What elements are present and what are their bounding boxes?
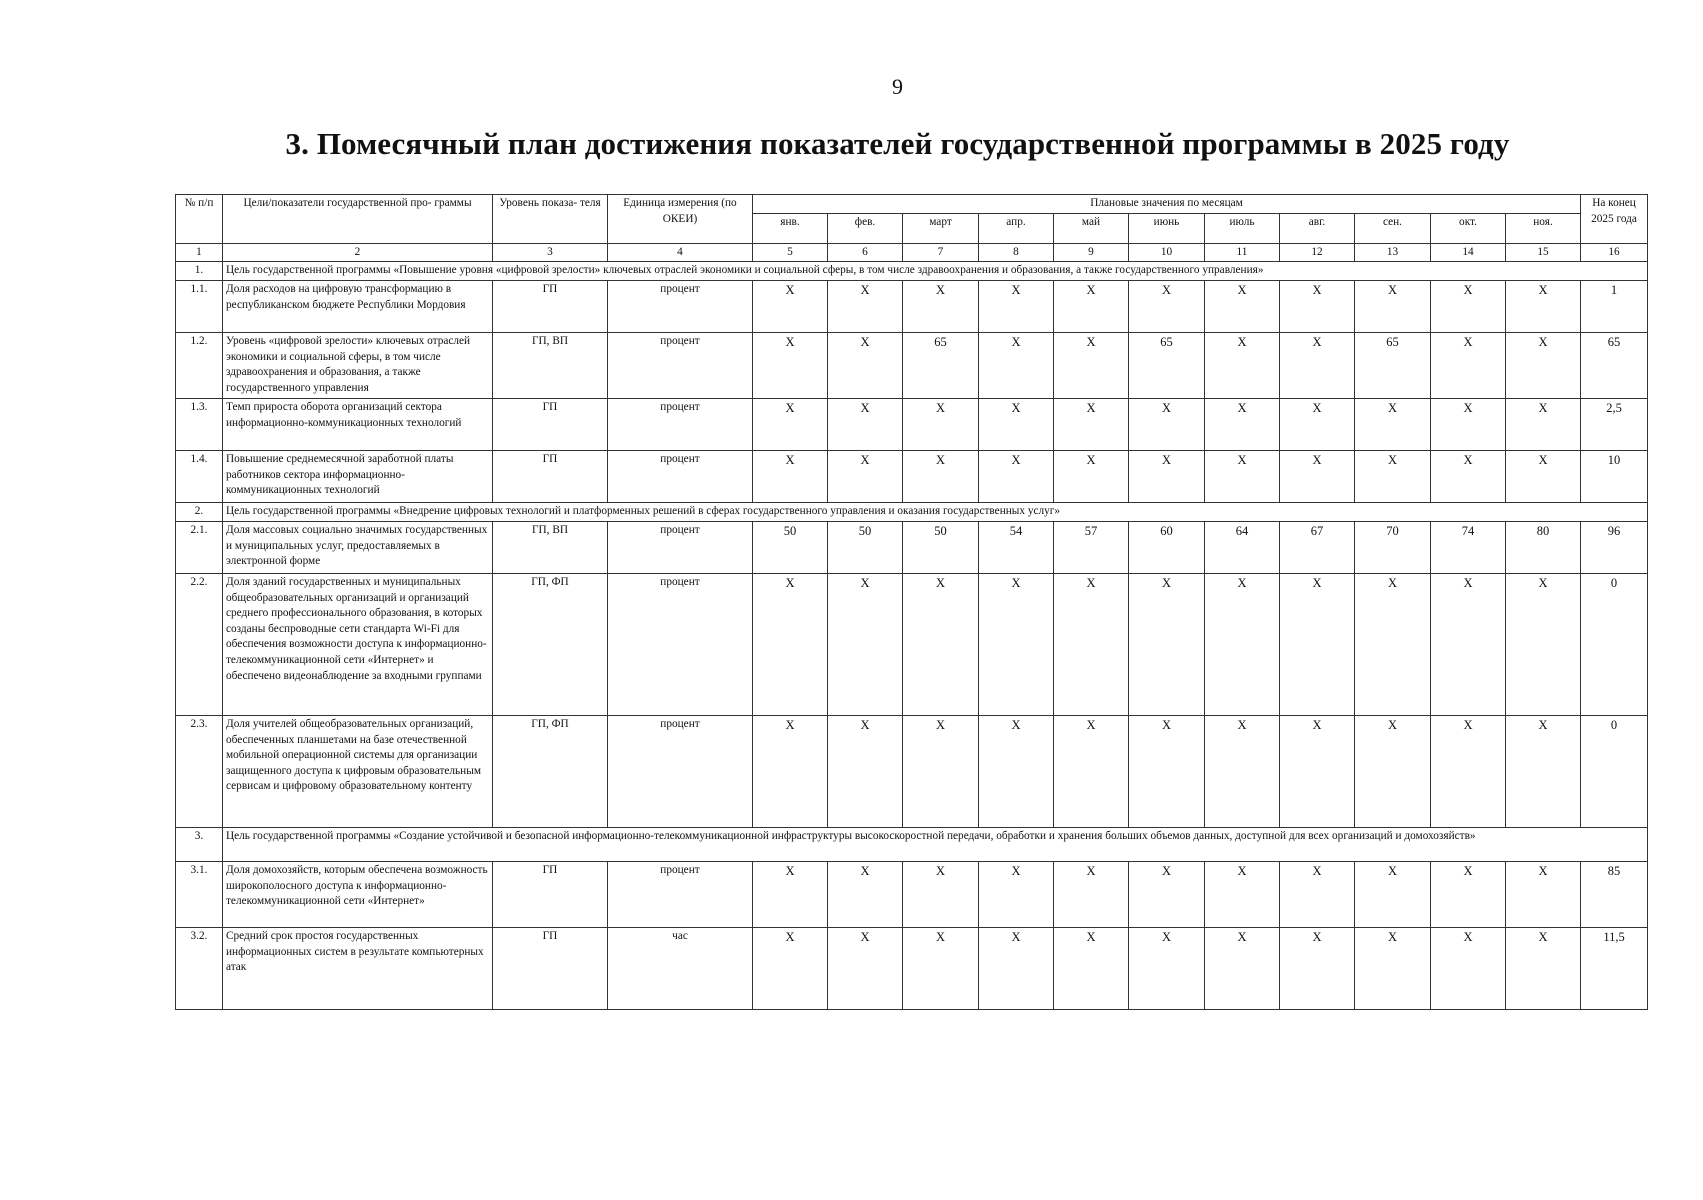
column-number: 3 [493,243,608,262]
indicator-row [176,333,1648,399]
indicator-row [176,399,1648,451]
header-month: фев. [828,213,903,243]
row-number: 3. [176,828,223,862]
month-value: X [1431,862,1506,928]
month-value: X [1280,451,1355,503]
header-month: март [903,213,979,243]
month-value: X [1506,281,1581,333]
indicator-unit: процент [608,862,753,928]
indicator-level: ГП [493,862,608,928]
month-value: 50 [903,522,979,574]
month-value: X [1355,281,1431,333]
header-level: Уровень показа- теля [493,195,608,244]
header-month: апр. [979,213,1054,243]
month-value: X [903,451,979,503]
month-value: X [979,399,1054,451]
month-value: X [1280,716,1355,828]
year-end-value: 96 [1581,522,1648,574]
month-value: X [1506,862,1581,928]
year-end-value: 65 [1581,333,1648,399]
column-number: 9 [1054,243,1129,262]
month-value: X [828,281,903,333]
column-number: 13 [1355,243,1431,262]
column-number: 14 [1431,243,1506,262]
month-value: 80 [1506,522,1581,574]
month-value: 50 [828,522,903,574]
month-value: X [903,574,979,716]
month-value: X [1205,399,1280,451]
month-value: X [979,333,1054,399]
year-end-value: 85 [1581,862,1648,928]
goal-row [176,828,1648,862]
header-row-1 [176,195,1648,214]
column-number: 2 [223,243,493,262]
goal-row [176,503,1648,522]
page-number: 9 [892,74,903,99]
month-value: X [1129,716,1205,828]
indicator-name: Доля массовых социально значимых государственных и муниципальных услуг, предоставляемых в электронной форме [223,522,493,574]
month-value: X [828,716,903,828]
month-value: X [753,928,828,1010]
row-number: 1.2. [176,333,223,399]
month-value: X [1054,281,1129,333]
month-value: X [1506,399,1581,451]
month-value: 57 [1054,522,1129,574]
indicator-unit: процент [608,399,753,451]
month-value: X [1054,716,1129,828]
column-number: 12 [1280,243,1355,262]
indicator-name: Доля домохозяйств, которым обеспечена возможность широкополосного доступа к информационно-телекоммуникационной сети «Интернет» [223,862,493,928]
month-value: X [1355,716,1431,828]
column-number: 16 [1581,243,1648,262]
row-number: 1.1. [176,281,223,333]
month-value: X [753,574,828,716]
row-number: 1.4. [176,451,223,503]
month-value: X [828,399,903,451]
month-value: X [1054,574,1129,716]
month-value: X [1129,281,1205,333]
indicator-row [176,862,1648,928]
month-value: X [828,574,903,716]
month-value: 65 [1129,333,1205,399]
month-value: X [1129,399,1205,451]
month-value: X [1129,928,1205,1010]
month-value: X [1054,333,1129,399]
indicator-name: Доля учителей общеобразовательных организаций, обеспеченных планшетами на базе отечественной мобильной операционной системы для организации защищенного доступа к цифровым образовательным сервисам и цифровому образовательному контенту [223,716,493,828]
month-value: X [1280,574,1355,716]
row-number: 2.1. [176,522,223,574]
year-end-value: 10 [1581,451,1648,503]
indicator-unit: процент [608,451,753,503]
month-value: X [1205,333,1280,399]
row-number: 2. [176,503,223,522]
indicator-level: ГП, ФП [493,716,608,828]
indicator-level: ГП, ФП [493,574,608,716]
column-number: 10 [1129,243,1205,262]
month-value: X [828,451,903,503]
header-month: янв. [753,213,828,243]
month-value: X [1280,928,1355,1010]
month-value: 50 [753,522,828,574]
document-title: 3. Помесячный план достижения показателей государственной программы в 2025 году [285,126,1510,161]
month-value: X [1506,716,1581,828]
month-value: X [828,862,903,928]
month-value: 64 [1205,522,1280,574]
header-name: Цели/показатели государственной про- граммы [223,195,493,244]
month-value: X [828,928,903,1010]
indicator-name: Повышение среднемесячной заработной платы работников сектора информационно-коммуникационных технологий [223,451,493,503]
column-number: 15 [1506,243,1581,262]
row-number: 2.2. [176,574,223,716]
indicator-name: Темп прироста оборота организаций сектора информационно-коммуникационных технологий [223,399,493,451]
indicator-level: ГП [493,451,608,503]
header-num: № п/п [176,195,223,244]
month-value: X [903,399,979,451]
goal-text: Цель государственной программы «Повышение уровня «цифровой зрелости» ключевых отраслей экономики и социальной сферы, в том числе здравоохранения и образования, а также государственного управления» [223,262,1648,281]
column-number-row [176,243,1648,262]
table-body [176,262,1648,1010]
month-value: X [979,574,1054,716]
row-number: 3.2. [176,928,223,1010]
header-month: июль [1205,213,1280,243]
indicator-name: Доля зданий государственных и муниципальных общеобразовательных организаций и организаций среднего профессионального образования, в которых созданы беспроводные сети стандарта Wi-Fi для обеспечения возможности доступа к информационно-телекоммуникационной сети «Интернет» и обеспечено видеонаблюдение за входными группами [223,574,493,716]
month-value: X [753,281,828,333]
month-value: X [1431,928,1506,1010]
goal-row [176,262,1648,281]
month-value: X [753,716,828,828]
indicator-row [176,451,1648,503]
month-value: X [1054,451,1129,503]
month-value: X [1431,716,1506,828]
year-end-value: 0 [1581,574,1648,716]
month-value: X [1280,333,1355,399]
month-value: X [1431,399,1506,451]
monthly-plan-table [175,194,1648,1010]
month-value: X [828,333,903,399]
month-value: X [979,862,1054,928]
month-value: X [1129,451,1205,503]
month-value: X [1431,281,1506,333]
header-month: сен. [1355,213,1431,243]
year-end-value: 1 [1581,281,1648,333]
indicator-name: Средний срок простоя государственных информационных систем в результате компьютерных атак [223,928,493,1010]
header-planned: Плановые значения по месяцам [753,195,1581,214]
month-value: X [1205,451,1280,503]
month-value: X [903,862,979,928]
month-value: X [1431,574,1506,716]
month-value: X [1054,862,1129,928]
month-value: X [1355,399,1431,451]
indicator-unit: процент [608,716,753,828]
indicator-row [176,281,1648,333]
column-number: 5 [753,243,828,262]
header-end: На конец 2025 года [1581,195,1648,244]
goal-text: Цель государственной программы «Создание устойчивой и безопасной информационно-телекоммуникационной инфраструктуры высокоскоростной передачи, обработки и хранения больших объемов данных, доступной для всех организаций и домохозяйств» [223,828,1648,862]
indicator-row [176,928,1648,1010]
month-value: X [1280,281,1355,333]
month-value: X [1355,862,1431,928]
indicator-level: ГП [493,928,608,1010]
month-value: X [1280,862,1355,928]
indicator-unit: процент [608,281,753,333]
indicator-level: ГП [493,281,608,333]
year-end-value: 2,5 [1581,399,1648,451]
header-month: окт. [1431,213,1506,243]
goal-text: Цель государственной программы «Внедрение цифровых технологий и платформенных решений в сферах государственного управления и оказания государственных услуг» [223,503,1648,522]
month-value: X [1205,716,1280,828]
column-number: 8 [979,243,1054,262]
header-month: май [1054,213,1129,243]
month-value: X [979,281,1054,333]
indicator-level: ГП, ВП [493,522,608,574]
row-number: 1. [176,262,223,281]
month-value: X [1431,451,1506,503]
month-value: X [1205,281,1280,333]
month-value: 65 [1355,333,1431,399]
month-value: X [1280,399,1355,451]
indicator-level: ГП [493,399,608,451]
month-value: X [979,928,1054,1010]
indicator-name: Доля расходов на цифровую трансформацию в республиканском бюджете Республики Мордовия [223,281,493,333]
row-number: 3.1. [176,862,223,928]
month-value: X [1054,928,1129,1010]
column-number: 6 [828,243,903,262]
year-end-value: 11,5 [1581,928,1648,1010]
month-value: X [903,928,979,1010]
month-value: X [1355,451,1431,503]
month-value: X [1129,574,1205,716]
header-month: авг. [1280,213,1355,243]
indicator-level: ГП, ВП [493,333,608,399]
indicator-row [176,574,1648,716]
column-number: 1 [176,243,223,262]
row-number: 1.3. [176,399,223,451]
month-value: X [753,399,828,451]
row-number: 2.3. [176,716,223,828]
month-value: X [1355,928,1431,1010]
year-end-value: 0 [1581,716,1648,828]
month-value: X [979,451,1054,503]
column-number: 7 [903,243,979,262]
month-value: X [1355,574,1431,716]
month-value: X [753,862,828,928]
month-value: 74 [1431,522,1506,574]
month-value: 67 [1280,522,1355,574]
column-number: 11 [1205,243,1280,262]
month-value: X [1205,928,1280,1010]
indicator-unit: процент [608,333,753,399]
month-value: X [753,451,828,503]
month-value: X [1506,574,1581,716]
indicator-row [176,716,1648,828]
month-value: 65 [903,333,979,399]
month-value: X [903,716,979,828]
month-value: X [1205,574,1280,716]
month-value: 70 [1355,522,1431,574]
month-value: X [1205,862,1280,928]
month-value: X [1129,862,1205,928]
month-value: X [1506,333,1581,399]
indicator-name: Уровень «цифровой зрелости» ключевых отраслей экономики и социальной сферы, в том числе здравоохранения и образования, а также государственного управления [223,333,493,399]
month-value: 54 [979,522,1054,574]
indicator-unit: процент [608,522,753,574]
month-value: 60 [1129,522,1205,574]
indicator-row [176,522,1648,574]
column-number: 4 [608,243,753,262]
month-value: X [1506,928,1581,1010]
month-value: X [979,716,1054,828]
header-month: ноя. [1506,213,1581,243]
month-value: X [903,281,979,333]
indicator-unit: час [608,928,753,1010]
month-value: X [1054,399,1129,451]
month-value: X [1431,333,1506,399]
month-value: X [1506,451,1581,503]
month-value: X [753,333,828,399]
header-month: июнь [1129,213,1205,243]
indicator-unit: процент [608,574,753,716]
header-unit: Единица измерения (по ОКЕИ) [608,195,753,244]
